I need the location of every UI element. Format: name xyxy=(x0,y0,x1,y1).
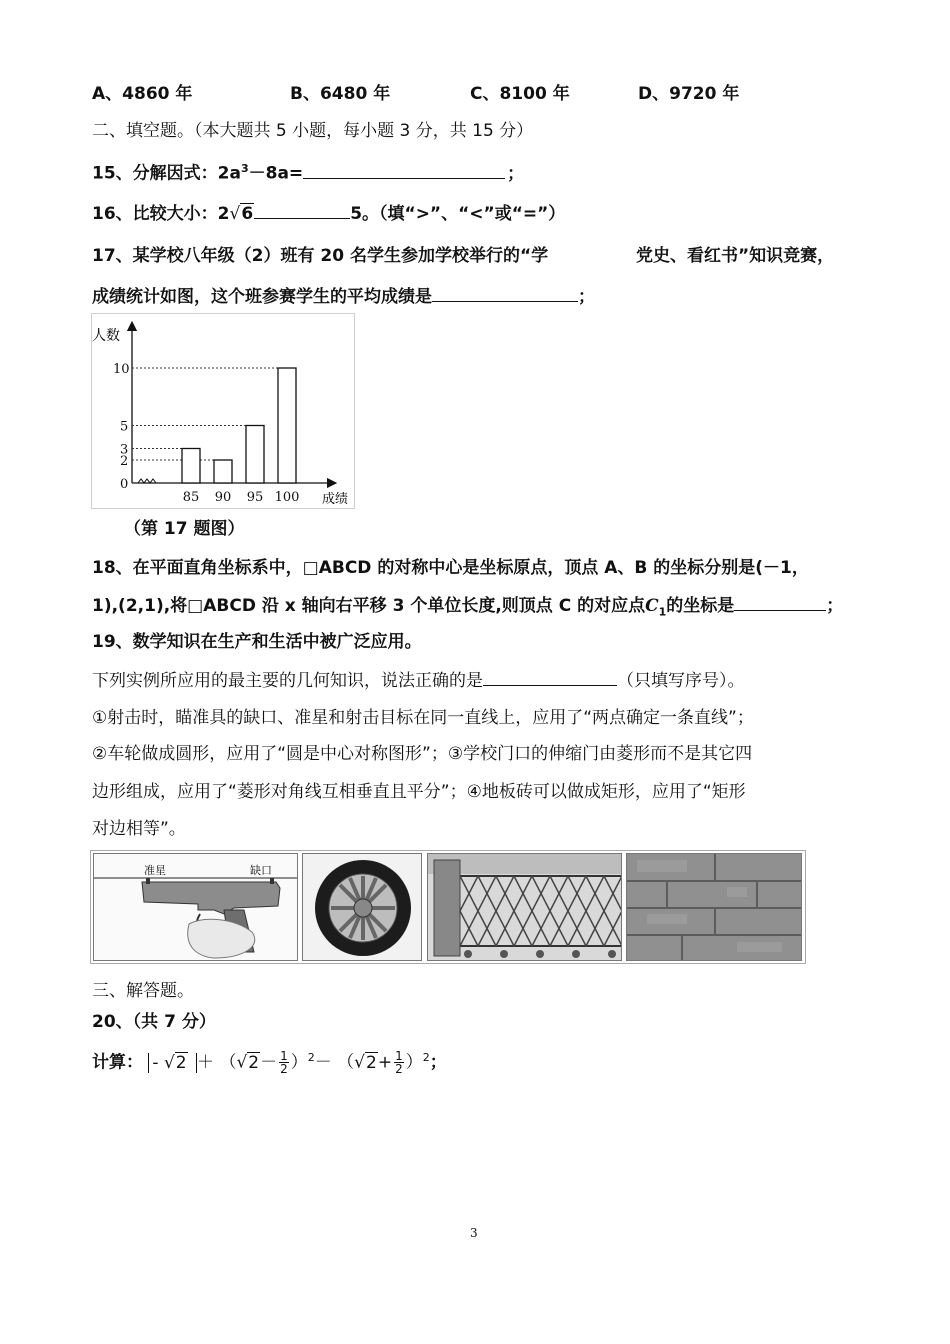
q19-line1: 19、数学知识在生产和生活中被广泛应用。 xyxy=(92,632,422,652)
q20-open1: （ xyxy=(219,1052,237,1073)
q18-point-sub: 1 xyxy=(658,605,667,619)
q16-prefix: 16、比较大小：2 xyxy=(92,204,230,224)
q19-line5: 边形组成，应用了“菱形对角线互相垂直且平分”；④地板砖可以做成矩形，应用了“矩形 xyxy=(92,782,746,802)
q16-after: 5。（填“>”、“<”或“=”） xyxy=(350,204,566,224)
q15-answer-blank[interactable] xyxy=(303,160,505,179)
bar-85 xyxy=(182,449,200,484)
option-a: A、4860 年 xyxy=(92,84,193,104)
q15-suffix: ； xyxy=(507,163,525,184)
q20-fraction-1-num: 1 xyxy=(280,1049,288,1064)
q15-prefix: 15、分解因式：2a xyxy=(92,163,241,184)
section3-title: 三、解答题。 xyxy=(92,981,194,1001)
y-tick-3: 3 xyxy=(120,442,129,458)
q20-radicand-3: 2 xyxy=(366,1052,377,1073)
q20-exp-2: 2 xyxy=(422,1051,430,1064)
q18-line1: 18、在平面直角坐标系中，□ABCD 的对称中心是坐标原点，顶点 A、B 的坐标分别是(－1， xyxy=(92,558,809,578)
y-tick-10: 10 xyxy=(113,362,130,377)
q18-point: C xyxy=(645,596,659,616)
q20-fraction-2-den: 2 xyxy=(395,1062,403,1077)
q20-exp-1: 2 xyxy=(307,1051,315,1064)
bar-chart xyxy=(92,314,354,508)
q19-line2b: （只填写序号）。 xyxy=(617,671,745,691)
q20-end: ； xyxy=(429,1052,447,1073)
option-b: B、6480 年 xyxy=(290,84,391,104)
q20-close1: ） xyxy=(290,1052,308,1073)
q20-fraction-1-den: 2 xyxy=(280,1062,288,1077)
section2-title: 二、填空题。（本大题共 5 小题，每小题 3 分，共 15 分） xyxy=(92,121,534,141)
wheel-icon xyxy=(303,854,422,961)
q20-plus-in: + xyxy=(377,1052,393,1073)
q18-line2a: 1),(2,1),将□ABCD 沿 x 轴向右平移 3 个单位长度,则顶点 C 的对应点 xyxy=(92,596,646,616)
q20-fraction-1 xyxy=(279,1050,289,1075)
x-axis-label: 成绩 xyxy=(322,492,349,507)
q18-line2b: 的坐标是 xyxy=(666,596,735,616)
front-sight-label: 准星 xyxy=(144,864,166,877)
gun-icon xyxy=(94,854,298,961)
q19-answer-blank[interactable] xyxy=(483,667,617,686)
q20-minus-between: － xyxy=(314,1052,332,1073)
q20-radicand-1: 2 xyxy=(175,1052,187,1073)
q20-heading: 20、（共 7 分） xyxy=(92,1012,216,1032)
q17-line1a: 17、某学校八年级（2）班有 20 名学生参加学校举行的“学 xyxy=(92,246,549,266)
notch-label: 缺口 xyxy=(250,864,272,877)
q20-close2: ） xyxy=(405,1052,423,1073)
y-tick-0: 0 xyxy=(120,477,129,492)
y-tick-2: 2 xyxy=(120,454,129,469)
q17-line1b: 党史、看红书”知识竞赛， xyxy=(636,246,835,266)
q20-open2: （ xyxy=(337,1052,355,1073)
q20-prefix: 计算： xyxy=(92,1052,143,1073)
floor-tile-icon xyxy=(627,854,802,961)
question-15 xyxy=(92,157,524,186)
q16-answer-blank[interactable] xyxy=(254,200,350,219)
y-axis-label: 人数 xyxy=(92,328,120,344)
q16-radicand: 6 xyxy=(241,204,254,224)
chart-caption: （第 17 题图） xyxy=(124,519,245,539)
q20-minus-in: － xyxy=(260,1052,278,1073)
question-16: 16、比较大小：2√6 5。（填“>”、“<”或“=”） xyxy=(92,200,565,226)
q20-fraction-2-num: 1 xyxy=(395,1049,403,1064)
q18-answer-blank[interactable] xyxy=(734,592,826,611)
floor-tile-image xyxy=(626,853,802,961)
wheel-image xyxy=(302,853,422,961)
q20-fraction-2 xyxy=(394,1050,404,1075)
bar-95 xyxy=(246,426,264,484)
page-number: 3 xyxy=(470,1226,478,1240)
bar-100 xyxy=(278,368,296,483)
q20-radicand-2: 2 xyxy=(248,1052,260,1073)
x-tick-85: 85 xyxy=(182,490,200,505)
q15-sup: 3 xyxy=(240,162,249,175)
x-tick-90: 90 xyxy=(214,490,232,505)
q18-line2 xyxy=(92,592,843,624)
q19-line3: ①射击时，瞄准具的缺口、准星和射击目标在同一直线上，应用了“两点确定一条直线”； xyxy=(92,708,754,728)
q20-plus: ＋ xyxy=(197,1052,215,1073)
q19-line2 xyxy=(92,667,745,693)
q20-expression: 计算： - √2 ＋ （√2－ $\frac{1}{2}$ ）$^2$－ （√2+ $\frac{1}{2}$ ）$^2$； xyxy=(92,1049,447,1077)
retractable-gate-image xyxy=(427,853,622,961)
x-tick-100: 100 xyxy=(274,490,300,505)
q17-answer-blank[interactable] xyxy=(432,283,578,302)
option-d: D、9720 年 xyxy=(638,84,740,104)
q18-line2-end: ； xyxy=(826,596,844,616)
option-c: C、8100 年 xyxy=(470,84,570,104)
x-tick-95: 95 xyxy=(246,490,264,505)
q17-line2 xyxy=(92,283,595,309)
q20-abs-inner: - xyxy=(152,1052,164,1073)
y-tick-5: 5 xyxy=(120,419,129,435)
bar-chart-frame xyxy=(91,313,355,509)
q19-line4: ②车轮做成圆形，应用了“圆是中心对称图形”；③学校门口的伸缩门由菱形而不是其它四 xyxy=(92,744,753,764)
q19-line6: 对边相等”。 xyxy=(92,819,186,839)
q15-mid: －8a= xyxy=(248,163,304,184)
bar-90 xyxy=(214,460,232,483)
q17-line2-text: 成绩统计如图，这个班参赛学生的平均成绩是 xyxy=(92,287,432,307)
q17-line2-end: ； xyxy=(578,287,595,307)
gate-icon xyxy=(428,854,622,961)
q19-line2a: 下列实例所应用的最主要的几何知识，说法正确的是 xyxy=(92,671,483,691)
gun-sight-image xyxy=(93,853,298,961)
